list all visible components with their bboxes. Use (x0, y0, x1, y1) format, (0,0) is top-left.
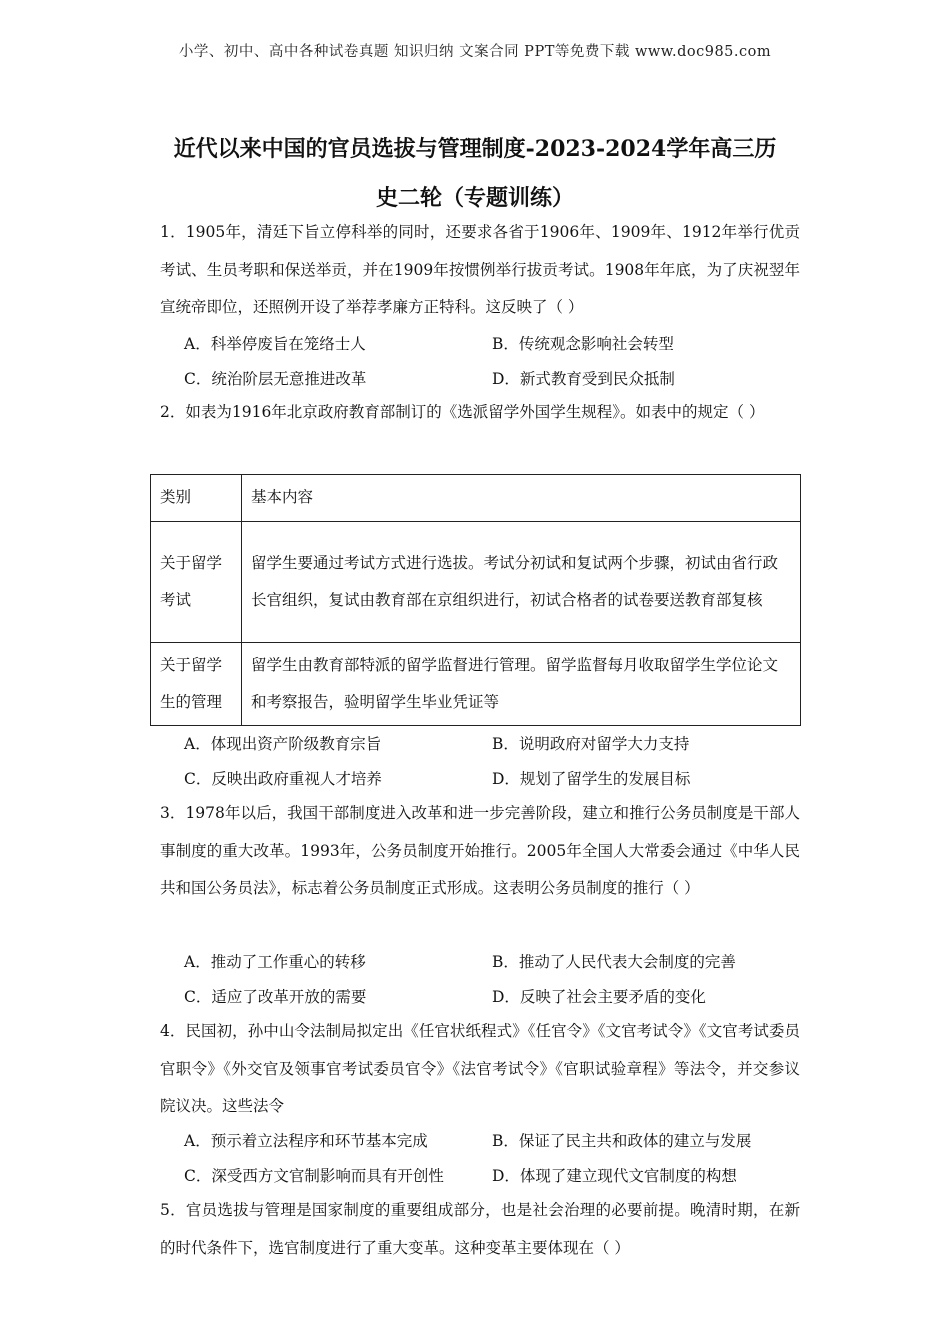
question-3-option-a[interactable]: A．推动了工作重心的转移 (184, 953, 366, 971)
question-1-option-a[interactable]: A．科举停废旨在笼络士人 (184, 335, 366, 353)
table-row (151, 522, 801, 643)
table-header-row (151, 475, 801, 522)
document-title-line-1: 近代以来中国的官员选拔与管理制度-2023-2024学年高三历 (173, 136, 777, 162)
question-5-stem: 5．官员选拔与管理是国家制度的重要组成部分，也是社会治理的必要前提。晚清时期，在新的时代条件下，选官制度进行了重大变革。这种变革主要体现在（ ） (160, 1201, 800, 1257)
table-header-cell: 类别 (151, 475, 242, 522)
document-title-line-2: 史二轮（专题训练） (375, 185, 574, 211)
question-1-option-d[interactable]: D．新式教育受到民众抵制 (492, 370, 675, 388)
question-4-option-b[interactable]: B．保证了民主共和政体的建立与发展 (492, 1132, 752, 1150)
table-cell-category: 关于留学生的管理 (151, 643, 242, 726)
question-3-option-b[interactable]: B．推动了人民代表大会制度的完善 (492, 953, 736, 971)
question-3-stem: 3．1978年以后，我国干部制度进入改革和进一步完善阶段，建立和推行公务员制度是干部人事制度的重大改革。1993年，公务员制度开始推行。2005年全国人大常委会通过《中华人民共和国公务员法》，标志着公务员制度正式形成。这表明公务员制度的推行（ ） (160, 804, 800, 897)
table-cell-content: 留学生由教育部特派的留学监督进行管理。留学监督每月收取留学生学位论文和考察报告，验明留学生毕业凭证等 (242, 643, 801, 726)
table-cell-category: 关于留学考试 (151, 522, 242, 643)
question-3-option-d[interactable]: D．反映了社会主要矛盾的变化 (492, 988, 706, 1006)
page-header: 小学、初中、高中各种试卷真题 知识归纳 文案合同 PPT等免费下载 www.doc985.com (178, 44, 772, 60)
question-2-option-d[interactable]: D．规划了留学生的发展目标 (492, 770, 691, 788)
question-2-stem: 2．如表为1916年北京政府教育部制订的《选派留学外国学生规程》。如表中的规定（ ） (160, 403, 765, 421)
question-3-option-c[interactable]: C．适应了改革开放的需要 (184, 988, 367, 1006)
table-cell-content: 留学生要通过考试方式进行选拔。考试分初试和复试两个步骤，初试由省行政长官组织，复试由教育部在京组织进行，初试合格者的试卷要送教育部复核 (242, 522, 801, 643)
table-header-cell: 基本内容 (242, 475, 801, 522)
question-4-option-c[interactable]: C．深受西方文官制影响而具有开创性 (184, 1167, 444, 1185)
question-1-option-b[interactable]: B．传统观念影响社会转型 (492, 335, 674, 353)
table-row (151, 643, 801, 726)
question-2-option-b[interactable]: B．说明政府对留学大力支持 (492, 735, 690, 753)
question-2-option-c[interactable]: C．反映出政府重视人才培养 (184, 770, 382, 788)
question-4-option-d[interactable]: D．体现了建立现代文官制度的构想 (492, 1167, 737, 1185)
question-4-stem: 4．民国初，孙中山令法制局拟定出《任官状纸程式》《任官令》《文官考试令》《文官考试委员官职令》《外交官及领事官考试委员官令》《法官考试令》《官职试验章程》等法令，并交参议院议决。这些法令 (160, 1022, 800, 1115)
question-4-option-a[interactable]: A．预示着立法程序和环节基本完成 (184, 1132, 428, 1150)
question-2-option-a[interactable]: A．体现出资产阶级教育宗旨 (184, 735, 382, 753)
question-1-stem: 1．1905年，清廷下旨立停科举的同时，还要求各省于1906年、1909年、1912年举行优贡考试、生员考职和保送举贡，并在1909年按惯例举行拔贡考试。1908年年底，为了庆祝翌年宣统帝即位，还照例开设了举荐孝廉方正特科。这反映了（ ） (160, 223, 800, 316)
question-1-option-c[interactable]: C．统治阶层无意推进改革 (184, 370, 367, 388)
regulations-table (150, 474, 801, 726)
